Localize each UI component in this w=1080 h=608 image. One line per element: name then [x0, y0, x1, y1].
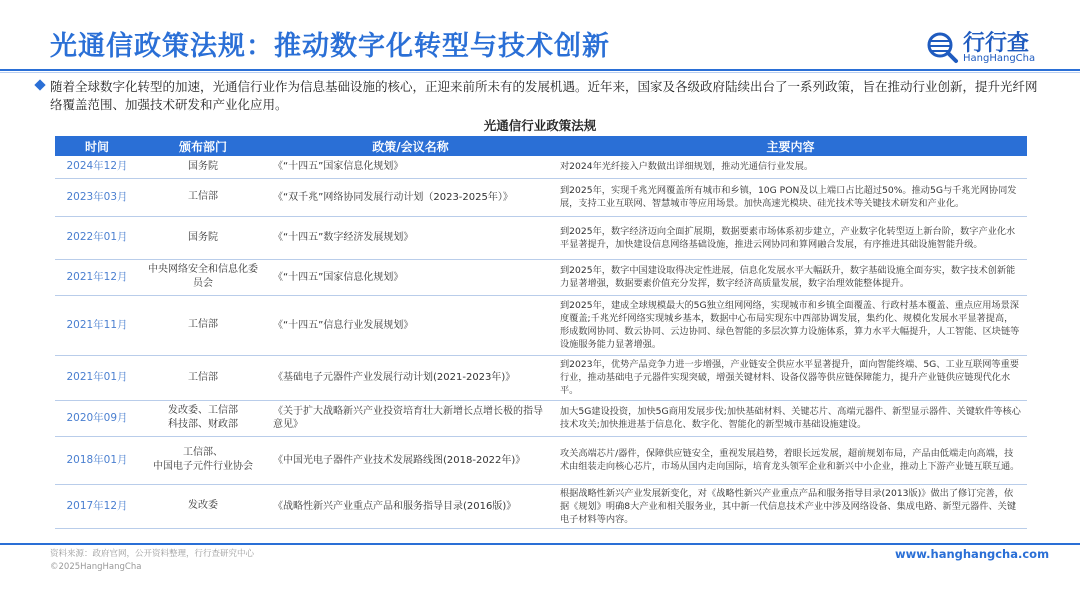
- copyright-text: ©2025HangHangCha: [50, 562, 142, 572]
- source-text: 资料来源：政府官网，公开资料整理，行行查研究中心: [50, 549, 255, 559]
- footer-divider: [0, 543, 1080, 545]
- row-date: 2021年12月: [55, 259, 139, 295]
- row-dept: 工信部: [139, 295, 267, 355]
- header-date: 时间: [55, 136, 139, 156]
- table-row: [55, 295, 1027, 355]
- row-date: 2020年09月: [55, 400, 139, 436]
- row-dept: 国务院: [139, 216, 267, 259]
- table-row: [55, 355, 1027, 400]
- row-content: 加大5G建设投资，加快5G商用发展步伐;加快基础材料、关键芯片、高端元器件、新型显示器件、关键软件等核心技术攻关;加快推进基于信息化、数字化、智能化的新型城市基础设施建设。: [554, 400, 1027, 436]
- table-row: [55, 259, 1027, 295]
- row-content: 到2025年，建成全球规模最大的5G独立组网网络，实现城市和乡镇全面覆盖、行政村基本覆盖、重点应用场景深度覆盖;千兆光纤网络实现城乡基本，数据中心布局实现东中西部协调发展，集约化、规模化发展水平显著提高，形成数网协同、数云协同、云边协同、绿色智能的多层次算力设施体系，算力水平大幅提升，人工智能、区块链等设施服务能力显著增强。: [554, 295, 1027, 355]
- row-date: 2021年01月: [55, 355, 139, 400]
- table-row: [55, 156, 1027, 178]
- policy-table: [55, 136, 1027, 529]
- title-divider: [0, 69, 1080, 71]
- row-policy: 《关于扩大战略新兴产业投资培育壮大新增长点增长极的指导意见》: [267, 400, 554, 436]
- row-dept: 工信部: [139, 355, 267, 400]
- row-date: 2024年12月: [55, 156, 139, 178]
- row-dept: 中央网络安全和信息化委员会: [139, 259, 267, 295]
- page-title: 光通信政策法规：推动数字化转型与技术创新: [50, 31, 610, 62]
- row-dept: 国务院: [139, 156, 267, 178]
- logo-subtitle: HangHangCha: [963, 53, 1036, 64]
- row-policy: 《“十四五”国家信息化规划》: [267, 259, 554, 295]
- magnifier-globe-icon: [925, 30, 959, 64]
- table-row: [55, 484, 1027, 528]
- row-dept: 发改委、工信部 科技部、财政部: [139, 400, 267, 436]
- intro-text: 随着全球数字化转型的加速，光通信行业作为信息基础设施的核心，正迎来前所未有的发展机遇。近年来，国家及各级政府陆续出台了一系列政策，旨在推动行业创新，提升光纤网络覆盖范围、加强技术研发和产业化应用。: [50, 79, 1038, 112]
- row-content: 到2023年，优势产品竞争力进一步增强，产业链安全供应水平显著提升，面向智能终端、5G、工业互联网等重要行业，推动基础电子元器件实现突破，增强关键材料、设备仪器等供应链保障能力，提升产业链供应链现代化水平。: [554, 355, 1027, 400]
- source-note: [50, 548, 254, 574]
- table-header-row: [55, 136, 1027, 156]
- row-content: 到2025年，数字经济迈向全面扩展期，数据要素市场体系初步建立，产业数字化转型迈上新台阶，数字产业化水平显著提升，加快建设信息网络基础设施，推进云网协同和算网融合发展，有序推进其础设施智能升级。: [554, 216, 1027, 259]
- row-dept: 发改委: [139, 484, 267, 528]
- header-policy: 政策/会议名称: [267, 136, 554, 156]
- header-content: 主要内容: [554, 136, 1027, 156]
- table-row: [55, 216, 1027, 259]
- row-date: 2022年01月: [55, 216, 139, 259]
- row-dept: 工信部、 中国电子元件行业协会: [139, 436, 267, 484]
- row-content: 根据战略性新兴产业发展新变化，对《战略性新兴产业重点产品和服务指导目录(2013版)》做出了修订完善，依据《规划》明确8大产业和相关服务业，其中新一代信息技术产业中涉及网络设备、集成电路、新型元器件、关键电子材料等内容。: [554, 484, 1027, 528]
- row-dept: 工信部: [139, 178, 267, 216]
- title-divider-thin: [0, 72, 1080, 73]
- diamond-bullet-icon: [34, 79, 45, 90]
- table-row: [55, 178, 1027, 216]
- row-date: 2017年12月: [55, 484, 139, 528]
- intro-paragraph: [50, 78, 1040, 114]
- header-dept: 颁布部门: [139, 136, 267, 156]
- row-policy: 《中国光电子器件产业技术发展路线图(2018-2022年)》: [267, 436, 554, 484]
- row-policy: 《“双千兆”网络协同发展行动计划（2023-2025年）》: [267, 178, 554, 216]
- website-link[interactable]: www.hanghangcha.com: [895, 547, 1050, 561]
- row-content: 对2024年光纤接入户数做出详细规划，推动光通信行业发展。: [554, 156, 1027, 178]
- row-content: 攻关高端芯片/器件，保障供应链安全，重视发展趋势，着眼长远发展，超前规划布局，产品由低端走向高端，技术由组装走向核心芯片，市场从国内走向国际，培育龙头领军企业和新兴中小企业，推动上下游产业链互联互通。: [554, 436, 1027, 484]
- table-row: [55, 436, 1027, 484]
- row-date: 2021年11月: [55, 295, 139, 355]
- row-content: 到2025年，实现千兆光网覆盖所有城市和乡镇，10G PON及以上端口占比超过50%。推动5G与千兆光网协同发展，支持工业互联网、智慧城市等应用场景。加快高速光模块、硅光技术等关键技术研发和产业化。: [554, 178, 1027, 216]
- row-date: 2018年01月: [55, 436, 139, 484]
- logo-name: 行行查: [963, 31, 1030, 56]
- row-content: 到2025年，数字中国建设取得决定性进展，信息化发展水平大幅跃升，数字基础设施全面夯实，数字技术创新能力显著增强，数据要素价值充分发挥，数字经济高质量发展，数字治理效能整体提升。: [554, 259, 1027, 295]
- row-policy: 《“十四五”数字经济发展规划》: [267, 216, 554, 259]
- row-policy: 《“十四五”国家信息化规划》: [267, 156, 554, 178]
- row-policy: 《“十四五”信息行业发展规划》: [267, 295, 554, 355]
- table-caption: 光通信行业政策法规: [483, 118, 597, 133]
- row-policy: 《战略性新兴产业重点产品和服务指导目录(2016版)》: [267, 484, 554, 528]
- table-row: [55, 400, 1027, 436]
- logo: [925, 26, 1045, 70]
- row-date: 2023年03月: [55, 178, 139, 216]
- row-policy: 《基础电子元器件产业发展行动计划(2021-2023年)》: [267, 355, 554, 400]
